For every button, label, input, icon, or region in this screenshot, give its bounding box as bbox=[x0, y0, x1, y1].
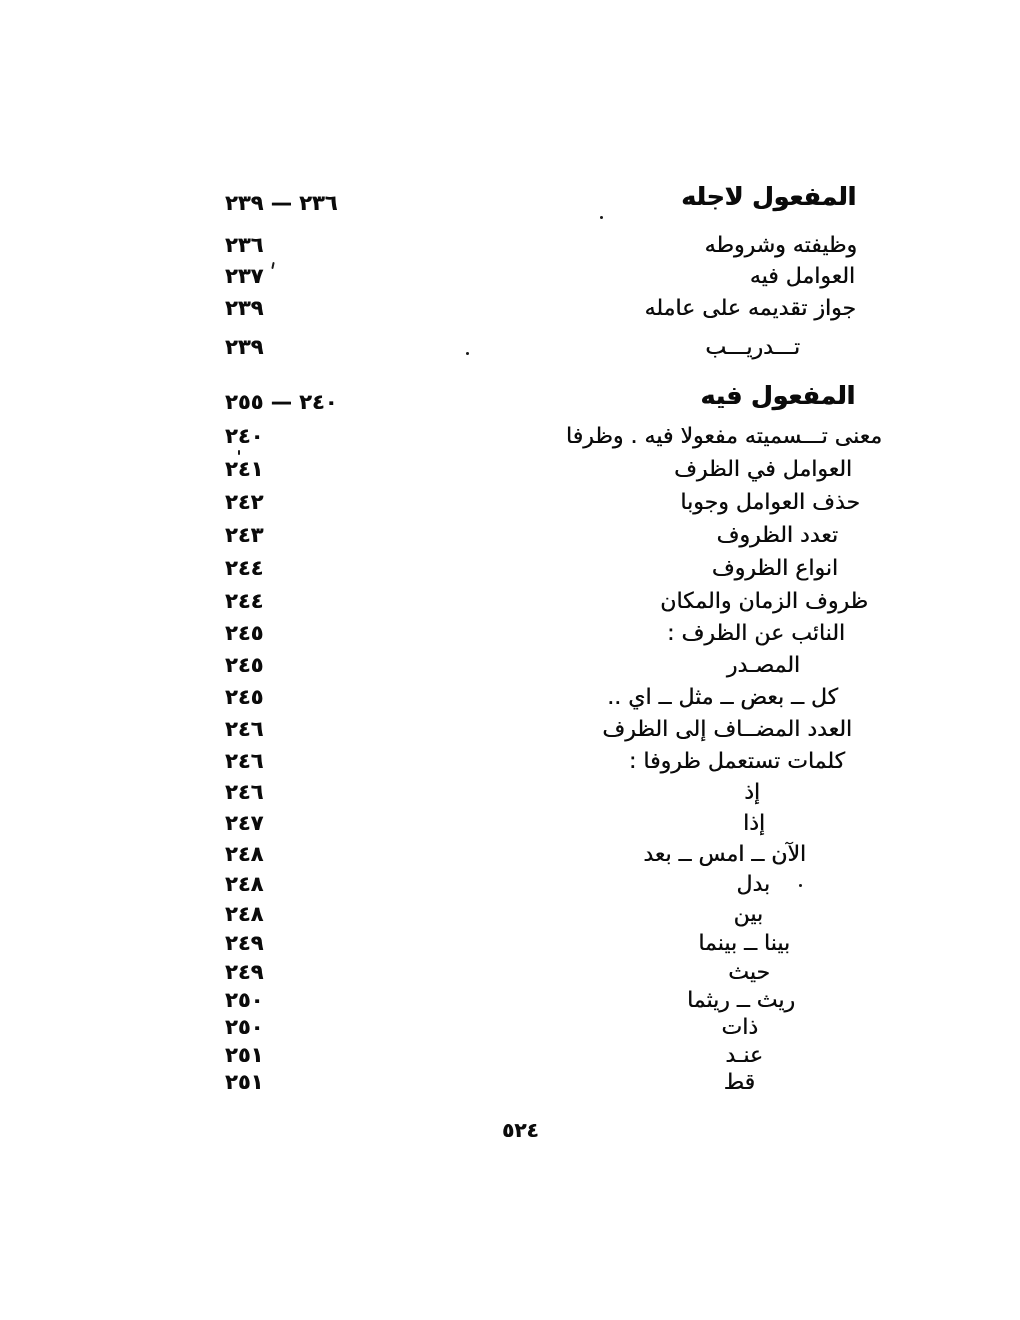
toc-entry-title: بينا ــ بينما bbox=[698, 931, 790, 956]
toc-entry-page: ٢٥١ bbox=[225, 1043, 264, 1067]
footer-page-number: ٥٢٤ bbox=[502, 1118, 539, 1142]
toc-entry-page: ٢٣٩ bbox=[225, 296, 264, 320]
toc-entry-title: معنى تـــسميته مفعولا فيه . وظرفا bbox=[565, 424, 882, 449]
toc-entry bbox=[0, 685, 1020, 721]
toc-entry-title: الآن ــ امس ــ بعد bbox=[643, 842, 806, 867]
toc-entry-page: ٢٤٨ bbox=[225, 902, 264, 926]
scan-speck bbox=[238, 450, 240, 455]
toc-entry-page: ٢٤٦ bbox=[225, 717, 264, 741]
scan-speck bbox=[466, 352, 469, 355]
toc-entry-page: ٢٣٧ bbox=[225, 264, 264, 288]
toc-entry bbox=[0, 424, 1020, 460]
toc-entry-title: تعدد الظروف bbox=[716, 523, 838, 548]
toc-entry-title: جواز تقديمه على عامله bbox=[644, 296, 856, 321]
toc-entry-page: ٢٤١ bbox=[225, 457, 264, 481]
toc-entry-title: النائب عن الظرف : bbox=[667, 621, 845, 646]
toc-entry bbox=[0, 264, 1020, 300]
toc-entry bbox=[0, 296, 1020, 332]
toc-entry-title: ريث ــ ريثما bbox=[686, 988, 795, 1013]
toc-entry-page: ٢٥٠ bbox=[225, 1015, 264, 1039]
toc-section-heading bbox=[0, 381, 1020, 417]
toc-entry-title: بين bbox=[733, 902, 763, 927]
toc-entry-title: حذف العوامل وجوبا bbox=[680, 490, 860, 515]
toc-entry-title: إذا bbox=[742, 811, 765, 836]
toc-entry-page: ٢٣٦ bbox=[225, 233, 264, 257]
toc-entry-title: كل ــ بعض ــ مثل ــ اي .. bbox=[607, 685, 838, 710]
section-title: المفعول لاجله bbox=[681, 182, 856, 211]
toc-entry-title: كلمات تستعمل ظروفا : bbox=[628, 749, 845, 774]
toc-entry bbox=[0, 589, 1020, 625]
toc-entry-page: ٢٤٨ bbox=[225, 872, 264, 896]
toc-entry-page: ٢٤٤ bbox=[225, 556, 264, 580]
toc-entry-title: ذات bbox=[721, 1015, 758, 1040]
toc-entry-page: ٢٤٤ bbox=[225, 589, 264, 613]
toc-entry-page: ٢٤٨ bbox=[225, 842, 264, 866]
toc-entry-page: ٢٥١ bbox=[225, 1070, 264, 1094]
toc-entry-title: العوامل في الظرف bbox=[674, 457, 852, 482]
toc-entry-page: ٢٤٣ bbox=[225, 523, 264, 547]
toc-entry-title: ظروف الزمان والمكان bbox=[660, 589, 868, 614]
section-page-range: ٢٤٠ — ٢٥٥ bbox=[225, 390, 338, 414]
toc-entry-page: ٢٤٧ bbox=[225, 811, 264, 835]
toc-entry bbox=[0, 621, 1020, 657]
toc-entry-page: ٢٤٩ bbox=[225, 960, 264, 984]
toc-entry-title: وظيفته وشروطه bbox=[704, 233, 857, 258]
toc-entry bbox=[0, 457, 1020, 493]
toc-entry-title: العوامل فيه bbox=[749, 264, 855, 289]
toc-entry-title: إذ bbox=[744, 780, 760, 805]
toc-entry bbox=[0, 556, 1020, 592]
toc-section-heading bbox=[0, 182, 1020, 218]
toc-entry-title: المصـدر bbox=[726, 653, 800, 678]
toc-entry-title: عنـد bbox=[725, 1043, 763, 1068]
toc-entry-title: العدد المضــاف إلى الظرف bbox=[602, 717, 852, 742]
toc-entry-page: ٢٤٥ bbox=[225, 685, 264, 709]
toc-entry bbox=[0, 717, 1020, 753]
toc-entry-title: حيث bbox=[728, 960, 770, 985]
toc-entry-page: ٢٤٠ bbox=[225, 424, 264, 448]
section-title: المفعول فيه bbox=[700, 381, 855, 410]
toc-entry-page: ٢٤٩ bbox=[225, 931, 264, 955]
toc-entry-page: ٢٤٦ bbox=[225, 749, 264, 773]
scan-speck bbox=[600, 216, 603, 219]
toc-entry-title: انواع الظروف bbox=[711, 556, 838, 581]
toc-entry-page: ٢٥٠ bbox=[225, 988, 264, 1012]
scan-speck bbox=[799, 884, 802, 887]
toc-entry-title: قط bbox=[723, 1070, 755, 1095]
toc-entry-title: تـــدريـــب bbox=[705, 335, 800, 360]
toc-entry-page: ٢٣٩ bbox=[225, 335, 264, 359]
toc-entry-page: ٢٤٥ bbox=[225, 653, 264, 677]
toc-entry bbox=[0, 1070, 1020, 1106]
toc-entry bbox=[0, 523, 1020, 559]
toc-entry bbox=[0, 490, 1020, 526]
toc-entry-page: ٢٤٦ bbox=[225, 780, 264, 804]
toc-entry-page: ٢٤٢ bbox=[225, 490, 264, 514]
toc-entry bbox=[0, 335, 1020, 371]
toc-entry-page: ٢٤٥ bbox=[225, 621, 264, 645]
toc-entry-title: بدل bbox=[736, 872, 770, 897]
section-page-range: ٢٣٦ — ٢٣٩ bbox=[225, 191, 338, 215]
toc-entry bbox=[0, 653, 1020, 689]
